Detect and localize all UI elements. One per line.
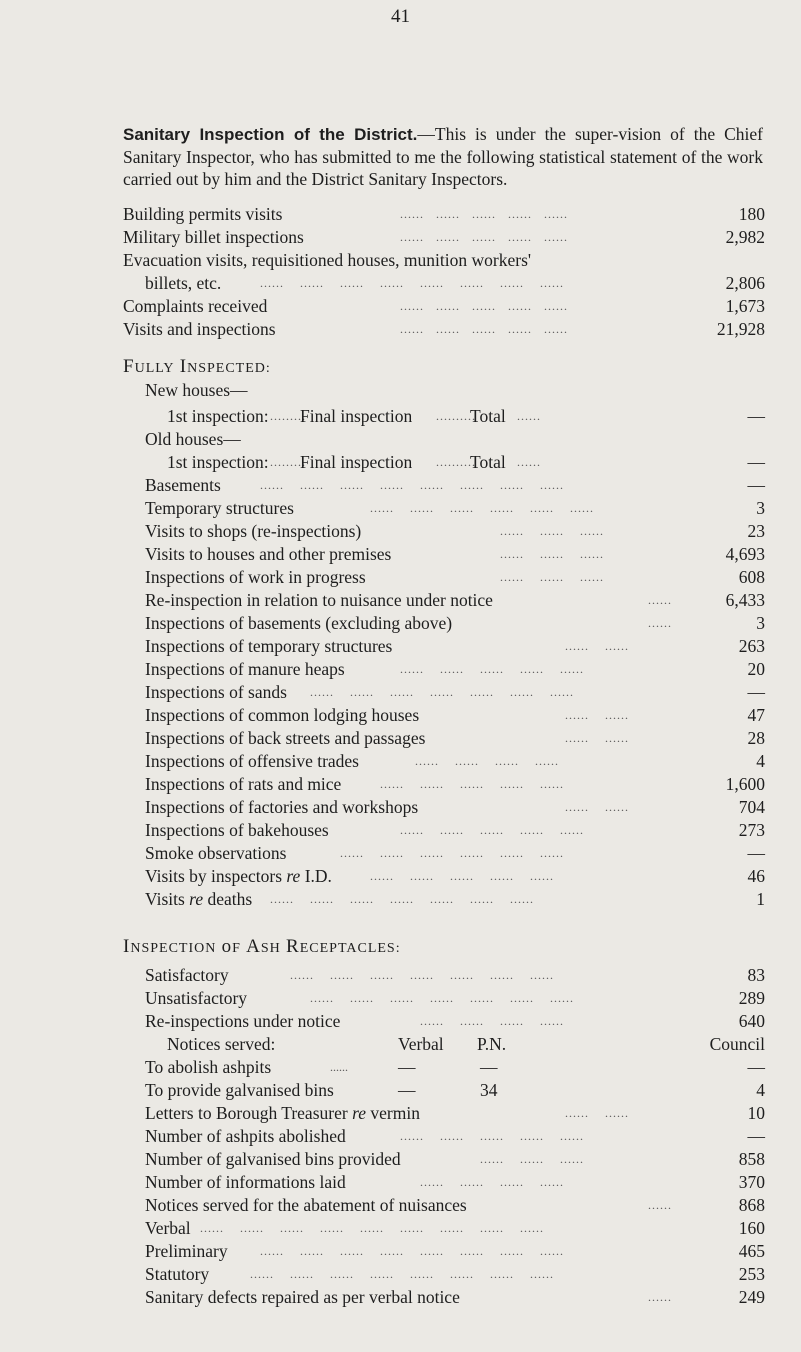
- inspection-row: Basements ...... ...... ...... ...... ...... ...... ...... ...... —: [145, 475, 765, 495]
- ash-row: Sanitary defects repaired as per verbal notice ...... 249: [145, 1287, 765, 1307]
- ash-row: Letters to Borough Treasurer re vermin ...... ...... 10: [145, 1103, 765, 1123]
- inspection-row: Inspections of sands ...... ...... ...... ...... ...... ...... ...... —: [145, 682, 765, 702]
- ash-row: Notices served for the abatement of nuisances ...... 868: [145, 1195, 765, 1215]
- inspection-row: Inspections of bakehouses ...... ...... ...... ...... ...... 273: [145, 820, 765, 840]
- inspection-row: Inspections of offensive trades ...... ...... ...... ...... 4: [145, 751, 765, 771]
- inspection-row: Inspections of work in progress ...... ...... ...... 608: [145, 567, 765, 587]
- notices-header: Notices served: Verbal P.N. Council: [167, 1034, 765, 1054]
- inspection-row: Inspections of basements (excluding above) ...... 3: [145, 613, 765, 633]
- new-houses-line: 1st inspection: ......... Final inspection .......... Total ...... —: [167, 406, 765, 426]
- ash-row: Statutory ...... ...... ...... ...... ...... ...... ...... ...... 253: [145, 1264, 765, 1284]
- inspection-row: Inspections of back streets and passages ...... ...... 28: [145, 728, 765, 748]
- new-houses-label: New houses—: [145, 380, 248, 400]
- ash-row: Number of galvanised bins provided ...... ...... ...... 858: [145, 1149, 765, 1169]
- inspection-row: Smoke observations ...... ...... ...... ...... ...... ...... —: [145, 843, 765, 863]
- ash-row: Verbal ...... ...... ...... ...... ...... ...... ...... ...... ...... 160: [145, 1218, 765, 1238]
- inspection-row: Temporary structures ...... ...... ...... ...... ...... ...... 3: [145, 498, 765, 518]
- old-houses-line: 1st inspection: ......... Final inspection .......... Total ...... —: [167, 452, 765, 472]
- inspection-row: Inspections of temporary structures ...... ...... 263: [145, 636, 765, 656]
- old-houses-label: Old houses—: [145, 429, 241, 449]
- inspection-row: Visits to houses and other premises ...... ...... ...... 4,693: [145, 544, 765, 564]
- page-number: 41: [391, 6, 410, 27]
- ash-receptacles-heading: INSPECTION oF ASH RECEPTACLES:: [123, 936, 401, 957]
- summary-row: Visits and inspections ...... ...... ...... ...... ...... 21,928: [123, 319, 765, 339]
- ash-row: Preliminary ...... ...... ...... ...... ...... ...... ...... ...... 465: [145, 1241, 765, 1261]
- fully-inspected-heading: FULLY INSPECTED:: [123, 356, 271, 377]
- summary-row: billets, etc. ...... ...... ...... ...... ...... ...... ...... ...... 2,806: [145, 273, 765, 293]
- inspection-row: Inspections of factories and workshops ...... ...... 704: [145, 797, 765, 817]
- summary-row: Building permits visits ...... ...... ...... ...... ...... 180: [123, 204, 765, 224]
- ash-row: Unsatisfactory ...... ...... ...... ...... ...... ...... ...... 289: [145, 988, 765, 1008]
- intro-text: —This is under the super-vision of the Chief Sanitary Inspector, who has submitted to me the following statistical statement of the work carried out by him and the District Sanitary Inspectors.: [123, 124, 764, 189]
- inspection-row: Visits re deaths ...... ...... ...... ...... ...... ...... ...... 1: [145, 889, 765, 909]
- inspection-row: Visits to shops (re-inspections) ...... ...... ...... 23: [145, 521, 765, 541]
- notice-row: To provide galvanised bins — 34 4: [145, 1080, 765, 1100]
- inspection-row: Inspections of manure heaps ...... ...... ...... ...... ...... 20: [145, 659, 765, 679]
- summary-row: Complaints received ...... ...... ...... ...... ...... 1,673: [123, 296, 765, 316]
- ash-row: Number of informations laid ...... ...... ...... ...... 370: [145, 1172, 765, 1192]
- intro-heading: Sanitary Inspection of the District.: [123, 125, 418, 144]
- inspection-row: Inspections of rats and mice ...... ...... ...... ...... ...... 1,600: [145, 774, 765, 794]
- ash-row: Satisfactory ...... ...... ...... ...... ...... ...... ...... 83: [145, 965, 765, 985]
- inspection-row: Inspections of common lodging houses ...... ...... 47: [145, 705, 765, 725]
- intro-paragraph: [123, 123, 763, 190]
- ash-row: Number of ashpits abolished ...... ...... ...... ...... ...... —: [145, 1126, 765, 1146]
- inspection-row: Visits by inspectors re I.D. ...... ...... ...... ...... ...... 46: [145, 866, 765, 886]
- ash-row: Re-inspections under notice ...... ...... ...... ...... 640: [145, 1011, 765, 1031]
- summary-row: Evacuation visits, requisitioned houses, munition workers': [123, 250, 532, 270]
- notice-row: To abolish ashpits ...... — — —: [145, 1057, 765, 1077]
- summary-row: Military billet inspections ...... ...... ...... ...... ...... 2,982: [123, 227, 765, 247]
- inspection-row: Re-inspection in relation to nuisance under notice ...... 6,433: [145, 590, 765, 610]
